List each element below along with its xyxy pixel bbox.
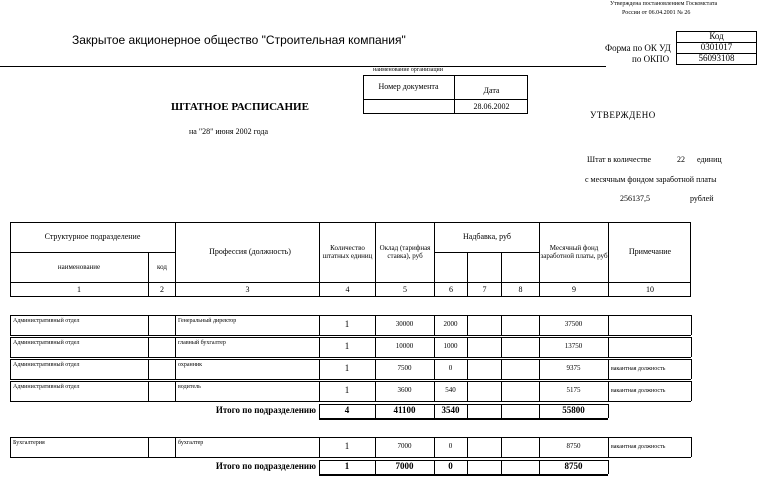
- page-title: ШТАТНОЕ РАСПИСАНИЕ: [171, 101, 309, 113]
- cell-salary: 30000: [395, 320, 414, 329]
- cell-fund: 9375: [566, 364, 581, 373]
- cell-b6: 0: [448, 364, 453, 373]
- total-col-line: [501, 404, 502, 418]
- row-bottom-line: [10, 379, 691, 380]
- cell-position: Генеральный директор: [178, 318, 237, 324]
- staff-fund-value: 256137,5: [620, 194, 650, 203]
- row-col-line: [691, 359, 692, 379]
- cell-b6: 540: [445, 386, 456, 395]
- doc-date-label: Дата: [483, 85, 500, 95]
- th-num-7: 7: [482, 284, 487, 294]
- org-underline: [0, 66, 606, 67]
- approved-stamp: УТВЕРЖДЕНО: [590, 110, 656, 120]
- row-bottom-line: [10, 335, 691, 336]
- cell-b7: [467, 437, 501, 457]
- total-label: Итого по подразделению: [215, 405, 316, 416]
- staff-fund-suffix: рублей: [690, 194, 714, 203]
- th-count: Количество штатных единиц: [322, 244, 373, 260]
- cell-position: бухгалтер: [178, 440, 204, 446]
- doc-number-value: [363, 100, 454, 114]
- cell-b8: [501, 437, 539, 457]
- total-bonus: 0: [448, 461, 453, 472]
- th-num-9: 9: [572, 284, 576, 294]
- cell-code: [148, 359, 175, 379]
- cell-b6: 0: [448, 442, 453, 451]
- okud-label: Форма по ОК УД: [605, 43, 671, 53]
- cell-dept: Бухгалтерия: [13, 440, 45, 446]
- cell-code: [148, 381, 175, 401]
- row-col-line: [691, 437, 692, 457]
- cell-position: водитель: [178, 384, 201, 390]
- cell-b6: 2000: [443, 320, 458, 329]
- cell-b7: [467, 315, 501, 335]
- cell-b8: [501, 359, 539, 379]
- cell-count: 1: [344, 385, 350, 396]
- cell-salary: 7000: [397, 442, 412, 451]
- th-fund: Месячный фонд заработной платы, руб: [540, 244, 608, 260]
- cell-note: вакантная должность: [611, 443, 666, 450]
- cell-b6: 1000: [443, 342, 458, 351]
- cell-dept: Административный отдел: [13, 340, 80, 346]
- cell-position: главный бухгалтер: [178, 340, 226, 346]
- th-dept: Структурное подразделение: [44, 232, 141, 242]
- cell-count: 1: [344, 341, 350, 352]
- total-label: Итого по подразделению: [215, 461, 316, 472]
- total-salary: 41100: [393, 405, 416, 416]
- cell-b8: [501, 315, 539, 335]
- header-bonus-divider: [434, 252, 539, 253]
- cell-count: 1: [344, 319, 350, 330]
- th-num-10: 10: [646, 284, 654, 294]
- okpo-label: по ОКПО: [632, 54, 670, 64]
- approval-note-line1: Утверждена постановлением Госкомстата: [610, 1, 718, 7]
- th-profession: Профессия (должность): [209, 247, 291, 257]
- total-fund: 8750: [564, 461, 583, 472]
- cell-fund: 13750: [564, 342, 583, 351]
- total-fund: 55800: [562, 405, 585, 416]
- staff-count-suffix: единиц: [697, 155, 722, 164]
- total-count: 1: [344, 461, 350, 472]
- row-col-line: [691, 337, 692, 357]
- cell-salary: 10000: [395, 342, 414, 351]
- cell-b8: [501, 337, 539, 357]
- total-salary: 7000: [395, 461, 414, 472]
- total-bottom-line: [319, 474, 608, 476]
- cell-b7: [467, 381, 501, 401]
- total-col-line: [467, 460, 468, 474]
- cell-dept: Административный отдел: [13, 384, 80, 390]
- total-col-line: [467, 404, 468, 418]
- cell-code: [148, 437, 175, 457]
- cell-count: 1: [344, 363, 350, 374]
- row-col-line: [691, 315, 692, 335]
- approval-note-line2: России от 06.04.2001 № 26: [622, 10, 691, 16]
- cell-b7: [467, 337, 501, 357]
- staff-fund-label: с месячным фондом заработной платы: [585, 175, 717, 184]
- cell-fund: 37500: [564, 320, 583, 329]
- cell-note: вакантная должность: [611, 365, 666, 372]
- codes-header: Код: [709, 31, 724, 41]
- cell-note: [608, 315, 691, 335]
- th-dept-name: наименование: [57, 262, 101, 271]
- th-num-5: 5: [403, 284, 407, 294]
- th-num-2: 2: [160, 284, 164, 294]
- th-num-6: 6: [449, 284, 453, 294]
- cell-fund: 8750: [566, 442, 581, 451]
- cell-salary: 7500: [397, 364, 412, 373]
- th-num-3: 3: [245, 284, 250, 294]
- staff-count-prefix: Штат в количестве: [587, 155, 652, 164]
- total-col-line: [608, 404, 609, 418]
- cell-dept: Административный отдел: [13, 362, 80, 368]
- th-num-1: 1: [77, 284, 81, 294]
- row-bottom-line: [10, 457, 691, 458]
- cell-salary: 3600: [397, 386, 412, 395]
- total-col-line: [501, 460, 502, 474]
- row-bottom-line: [10, 401, 691, 402]
- cell-fund: 5175: [566, 386, 581, 395]
- page-subtitle: на "28" июня 2002 года: [189, 127, 269, 136]
- cell-code: [148, 315, 175, 335]
- th-dept-code: код: [157, 262, 167, 271]
- row-col-line: [691, 381, 692, 401]
- total-bonus: 3540: [441, 405, 460, 416]
- org-caption: наименование организации: [373, 67, 443, 73]
- staff-count-value: 22: [677, 155, 685, 164]
- cell-b8: [501, 381, 539, 401]
- total-bottom-line: [319, 418, 608, 420]
- doc-date-value: 28.06.2002: [473, 101, 510, 111]
- total-col-line: [608, 460, 609, 474]
- org-name: Закрытое акционерное общество "Строительная компания": [72, 33, 406, 47]
- cell-code: [148, 337, 175, 357]
- cell-dept: Административный отдел: [13, 318, 80, 324]
- total-count: 4: [344, 405, 350, 416]
- doc-number-label: Номер документа: [378, 82, 439, 92]
- cell-note: вакантная должность: [611, 387, 666, 394]
- th-num-8: 8: [518, 284, 523, 294]
- cell-b7: [467, 359, 501, 379]
- th-note: Примечание: [628, 247, 672, 257]
- row-bottom-line: [10, 357, 691, 358]
- okpo-value: 56093108: [698, 53, 735, 63]
- th-num-4: 4: [345, 284, 350, 294]
- okud-value: 0301017: [700, 42, 733, 52]
- th-salary: Оклад (тарифная ставка), руб: [379, 244, 431, 260]
- th-bonus: Надбавка, руб: [463, 232, 511, 242]
- cell-note: [608, 337, 691, 357]
- cell-position: охранник: [178, 362, 203, 368]
- cell-count: 1: [344, 441, 350, 452]
